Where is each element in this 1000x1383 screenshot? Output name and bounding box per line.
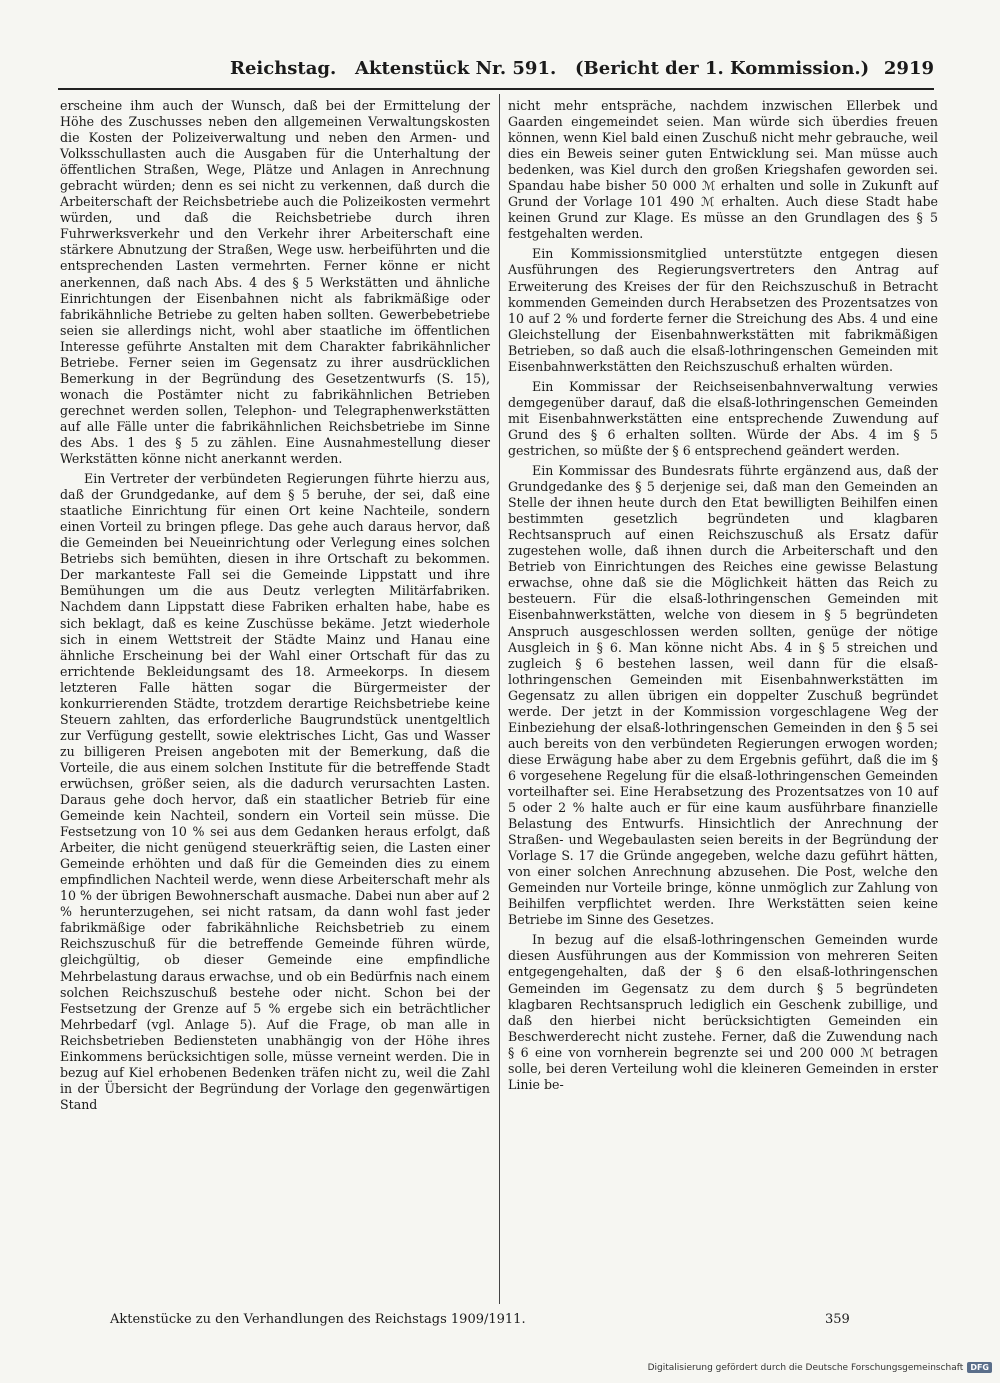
header-rule	[58, 88, 934, 90]
footer-number: 359	[825, 1312, 850, 1327]
right-paragraph-2: Ein Kommissionsmitglied unterstützte entgegen diesen Ausführungen des Regierungsvertreters den Antrag auf Erweiterung des Kreises der für den Reichszuschuß in Betracht kommenden Gemeinden durch Herabsetzen des Prozentsatzes von 10 auf 2 % und forderte ferner die Streichung des Abs. 4 und eine Gleichstellung der Eisenbahnwerkstätten mit fabrikmäßigen Betrieben, so daß auch die elsaß-lothringenschen Gemeinden mit Eisenbahnwerkstätten den Reichszuschuß erhalten würden.	[508, 246, 938, 374]
dfg-logo-icon: DFG	[967, 1362, 992, 1373]
left-paragraph-1: erscheine ihm auch der Wunsch, daß bei der Ermittelung der Höhe des Zuschusses neben den allgemeinen Verwaltungskosten die Kosten der Polizeiverwaltung und neben den Armen- und Volksschullasten auch die Ausgaben für die Unterhaltung der öffentlichen Straßen, Wege, Plätze und Anlagen in Anrechnung gebracht würden; denn es sei nicht zu verkennen, daß durch die Arbeiterschaft der Reichsbetriebe auch die Polizeikosten vermehrt würden, und daß die Reichsbetriebe durch ihren Fuhrwerksverkehr und den Verkehr ihrer Arbeiterschaft eine stärkere Abnutzung der Straßen, Wege usw. herbeiführten und die entsprechenden Lasten vermehrten. Ferner könne er nicht anerkennen, daß nach Abs. 4 des § 5 Werkstätten und ähnliche Einrichtungen der Eisenbahnen nicht als fabrikmäßige oder fabrikähnliche Betriebe zu gelten haben sollten. Gewerbebetriebe seien sie allerdings nicht, wohl aber staatliche im öffentlichen Interesse geführte Anstalten mit dem Charakter fabrikähnlicher Betriebe. Ferner seien im Gegensatz zu ihrer ausdrücklichen Bemerkung in der Begründung des Gesetzentwurfs (S. 15), wonach die Postämter nicht zu fabrikähnlichen Betrieben gerechnet werden sollen, Telephon- und Telegraphenwerkstätten auf alle Fälle unter die fabrikähnlichen Reichsbetriebe im Sinne des Abs. 1 des § 5 zu zählen. Eine Ausnahmestellung dieser Werkstätten könne nicht anerkannt werden.	[60, 98, 490, 467]
right-paragraph-1: nicht mehr entspräche, nachdem inzwischen Ellerbek und Gaarden eingemeindet seien. Man würde sich überdies freuen können, wenn Kiel bald einen Zuschuß nicht mehr gebrauche, weil dies ein Beweis seiner guten Entwicklung sei. Man müsse auch bedenken, was Kiel durch den großen Kriegshafen geworden sei. Spandau habe bisher 50 000 ℳ erhalten und solle in Zukunft auf Grund der Vorlage 101 490 ℳ erhalten. Auch diese Stadt habe keinen Grund zur Klage. Es müsse an den Grundlagen des § 5 festgehalten werden.	[508, 98, 938, 242]
digitization-credit	[648, 1362, 992, 1373]
credit-text: Digitalisierung gefördert durch die Deutsche Forschungsgemeinschaft	[647, 1362, 964, 1373]
right-column	[508, 98, 938, 1097]
right-paragraph-3: Ein Kommissar der Reichseisenbahnverwaltung verwies demgegenüber darauf, daß die elsaß-lothringenschen Gemeinden mit Eisenbahnwerkstätten eine entsprechende Zuwendung auf Grund des § 6 erhalten sollten. Würde der Abs. 4 im § 5 gestrichen, so müßte der § 6 entsprechend geändert werden.	[508, 378, 938, 458]
right-paragraph-5: In bezug auf die elsaß-lothringenschen Gemeinden wurde diesen Ausführungen aus der Kommission von mehreren Seiten entgegengehalten, daß der § 6 den elsaß-lothringenschen Gemeinden im Gegensatz zu dem durch § 5 begründeten klagbaren Rechtsanspruch lediglich ein Geschenk zubillige, und daß den hierbei nicht berücksichtigten Gemeinden ein Beschwerderecht nicht zustehe. Ferner, daß die Zuwendung nach § 6 eine von vornherein begrenzte sei und 200 000 ℳ betragen solle, bei deren Verteilung wohl die kleineren Gemeinden in erster Linie be-	[508, 932, 938, 1092]
running-title: Reichstag. Aktenstück Nr. 591. (Bericht der 1. Kommission.)	[230, 58, 870, 79]
page-header	[58, 58, 934, 86]
column-divider	[499, 94, 500, 1304]
footer-source: Aktenstücke zu den Verhandlungen des Reichstags 1909/1911.	[110, 1312, 526, 1327]
page-number: 2919	[883, 58, 934, 79]
left-column	[60, 98, 490, 1117]
right-paragraph-4: Ein Kommissar des Bundesrats führte ergänzend aus, daß der Grundgedanke des § 5 derjenige sei, daß man den Gemeinden an Stelle der ihnen heute durch den Etat bewilligten Beihilfen einen bestimmten gesetzlich begründeten und klagbaren Rechtsanspruch auf einen Reichszuschuß als Ersatz dafür zugestehen wolle, daß ihnen durch die Arbeiterschaft und den Betrieb von Einrichtungen des Reiches eine gewisse Belastung erwachse, ohne daß sie die Möglichkeit hätten das Reich zu besteuern. Für die elsaß-lothringenschen Gemeinden mit Eisenbahnwerkstätten, welche von diesem in § 5 begründeten Anspruch ausgeschlossen werden sollten, genüge der nötige Ausgleich in § 6. Man könne nicht Abs. 4 in § 5 streichen und zugleich § 6 bestehen lassen, weil dann für die elsaß-lothringenschen Gemeinden mit Eisenbahnwerkstätten im Gegensatz zu allen übrigen ein doppelter Zuschuß begründet werde. Der jetzt in der Kommission vorgeschlagene Weg der Einbeziehung der elsaß-lothringenschen Gemeinden in den § 5 sei auch bereits von den verbündeten Regierungen erwogen worden; diese Erwägung habe aber zu dem Ergebnis geführt, daß die im § 6 vorgesehene Regelung für die elsaß-lothringenschen Gemeinden vorteilhafter sei. Eine Herabsetzung des Prozentsatzes von 10 auf 5 oder 2 % halte auch er für eine kaum ausführbare finanzielle Belastung des Entwurfs. Hinsichtlich der Anrechnung der Straßen- und Wegebaulasten seien bereits in der Begründung der Vorlage S. 17 die Gründe angegeben, welche dazu geführt hätten, von einer solchen Anrechnung abzusehen. Die Post, welche den Gemeinden nur Vorteile bringe, könne unmöglich zur Zahlung von Beihilfen verpflichtet werden. Ihre Werkstätten seien keine Betriebe im Sinne des Gesetzes.	[508, 463, 938, 928]
left-paragraph-2: Ein Vertreter der verbündeten Regierungen führte hierzu aus, daß der Grundgedanke, auf dem § 5 beruhe, der sei, daß eine staatliche Einrichtung für einen Ort keine Nachteile, sondern einen Vorteil zu bringen pflege. Das gehe auch daraus hervor, daß die Gemeinden bei Neueinrichtung oder Verlegung eines solchen Betriebs sich bemühten, diesen in ihre Ortschaft zu bekommen. Der markanteste Fall sei die Gemeinde Lippstatt und ihre Bemühungen um die aus Deutz verlegten Militärfabriken. Nachdem dann Lippstatt diese Fabriken erhalten habe, habe es sich beklagt, daß es keine Zuschüsse bekäme. Jetzt wiederhole sich in einem Wettstreit der Städte Mainz und Hanau eine ähnliche Erscheinung bei der Wahl einer Ortschaft für das zu errichtende Bekleidungsamt des 18. Armeekorps. In diesem letzteren Falle hätten sogar die Bürgermeister der konkurrierenden Städte, trotzdem derartige Reichsbetriebe keine Steuern zahlten, das erforderliche Baugrundstück unentgeltlich zur Verfügung gestellt, sowie elektrisches Licht, Gas und Wasser zu billigeren Preisen angeboten mit der Bemerkung, daß die Vorteile, die aus einem solchen Institute für die betreffende Stadt erwüchsen, größer seien, als die dadurch verursachten Lasten. Daraus gehe doch hervor, daß ein staatlicher Betrieb für eine Gemeinde kein Nachteil, sondern ein Vorteil sein müsse. Die Festsetzung von 10 % sei aus dem Gedanken heraus erfolgt, daß Arbeiter, die nicht genügend steuerkräftig seien, die Lasten einer Gemeinde erhöhten und daß für die Gemeinden dies zu einem empfindlichen Nachteil werde, wenn diese Arbeiterschaft mehr als 10 % der übrigen Bewohnerschaft ausmache. Dabei nun aber auf 2 % herunterzugehen, sei nicht ratsam, da dann wohl fast jeder fabrikmäßige oder fabrikähnliche Reichsbetrieb zu einem Reichszuschuß für die betreffende Gemeinde führen würde, gleichgültig, ob dieser Gemeinde eine empfindliche Mehrbelastung daraus erwachse, und ob ein Bedürfnis nach einem solchen Reichszuschuß bestehe oder nicht. Schon bei der Festsetzung der Grenze auf 5 % ergebe sich ein beträchtlicher Mehrbedarf (vgl. Anlage 5). Auf die Frage, ob man alle in Reichsbetrieben Bediensteten unabhängig von der Höhe ihres Einkommens berücksichtigen solle, müsse verneint werden. Die in bezug auf Kiel erhobenen Bedenken träfen nicht zu, weil die Zahl in der Übersicht der Begründung der Vorlage den gegenwärtigen Stand	[60, 471, 490, 1112]
